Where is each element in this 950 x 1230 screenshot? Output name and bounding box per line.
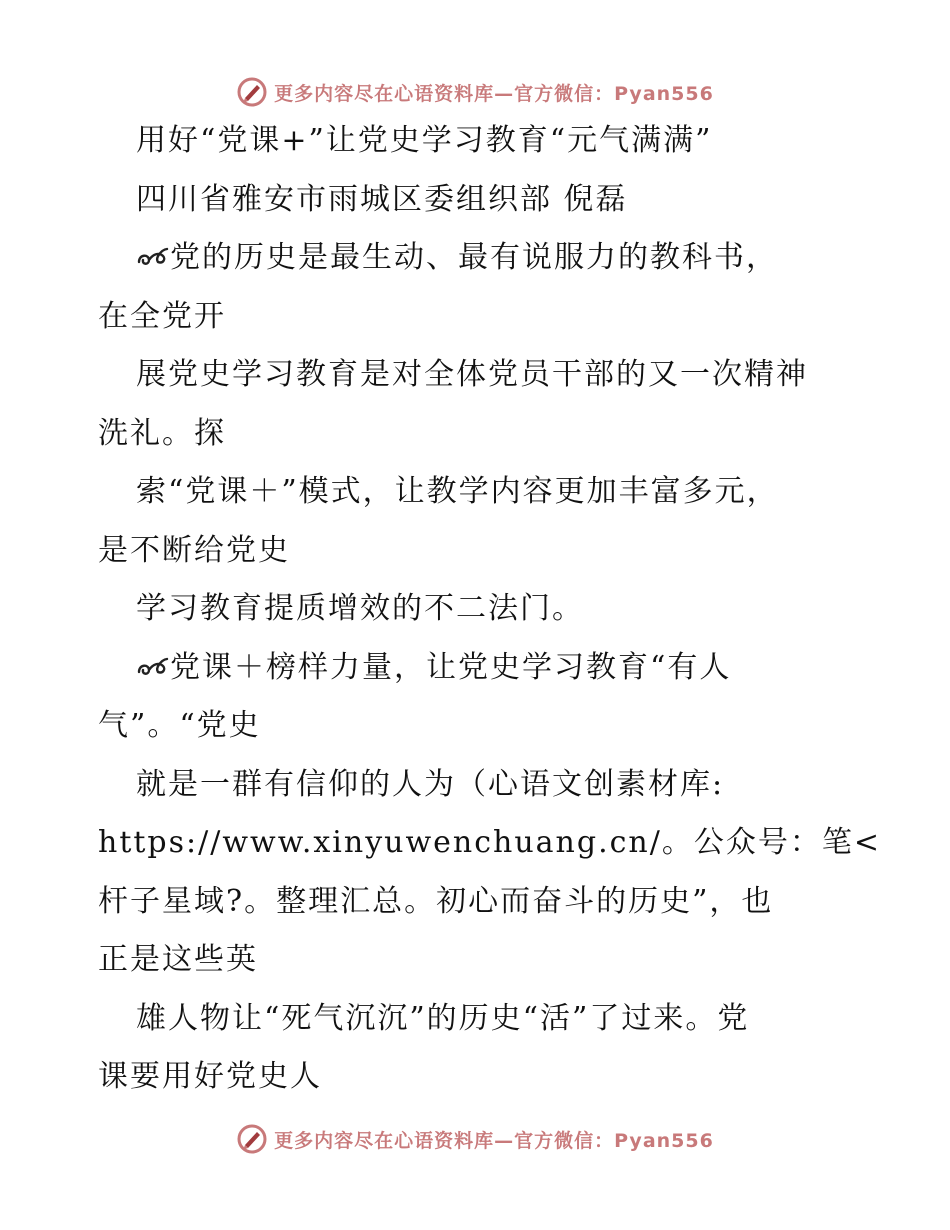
paragraph-line: https://www.xinyuwenchuang.cn/。公众号：笔< bbox=[98, 825, 881, 860]
header-banner bbox=[0, 70, 950, 114]
flourish-bullet-icon bbox=[136, 244, 170, 270]
paragraph-line: 雄人物让“死气沉沉”的历史“活”了过来。党 bbox=[136, 1000, 750, 1036]
paragraph-line: 学习教育提质增效的不二法门。 bbox=[136, 591, 584, 626]
header-banner-text: 更多内容尽在心语资料库—官方微信：Pyan556 bbox=[274, 82, 714, 105]
paragraph-line: 党课＋榜样力量，让党史学习教育“有人 bbox=[98, 639, 868, 698]
paragraph-line: 洗礼。探 bbox=[98, 415, 226, 451]
document-title: 用好“党课+”让党史学习教育“元气满满” bbox=[136, 123, 713, 158]
paragraph-line: 展党史学习教育是对全体党员干部的又一次精神 bbox=[136, 357, 808, 392]
paragraph-line: 正是这些英 bbox=[98, 942, 258, 977]
document-body bbox=[98, 112, 881, 1107]
paragraph-line: 是不断给党史 bbox=[98, 532, 290, 568]
paragraph-line: 就是一群有信仰的人为（心语文创素材库: bbox=[136, 766, 725, 802]
paragraph-line: 课要用好党史人 bbox=[98, 1059, 322, 1094]
footer-banner bbox=[0, 1117, 950, 1161]
pen-circle-logo-icon bbox=[236, 1123, 268, 1155]
flourish-bullet-icon bbox=[136, 654, 170, 680]
paragraph-line: 杆子星域?。整理汇总。初心而奋斗的历史”，也 bbox=[98, 883, 774, 919]
document-author: 四川省雅安市雨城区委组织部 倪磊 bbox=[136, 181, 628, 217]
pen-circle-logo-icon bbox=[236, 76, 268, 108]
paragraph-line: 气”。“党史 bbox=[98, 708, 261, 743]
paragraph-line: 党的历史是最生动、最有说服力的教科书， bbox=[98, 229, 868, 288]
paragraph-line: 在全党开 bbox=[98, 298, 226, 334]
paragraph-line: 索“党课＋”模式，让教学内容更加丰富多元， bbox=[136, 474, 779, 509]
footer-banner-text: 更多内容尽在心语资料库—官方微信：Pyan556 bbox=[274, 1129, 714, 1152]
